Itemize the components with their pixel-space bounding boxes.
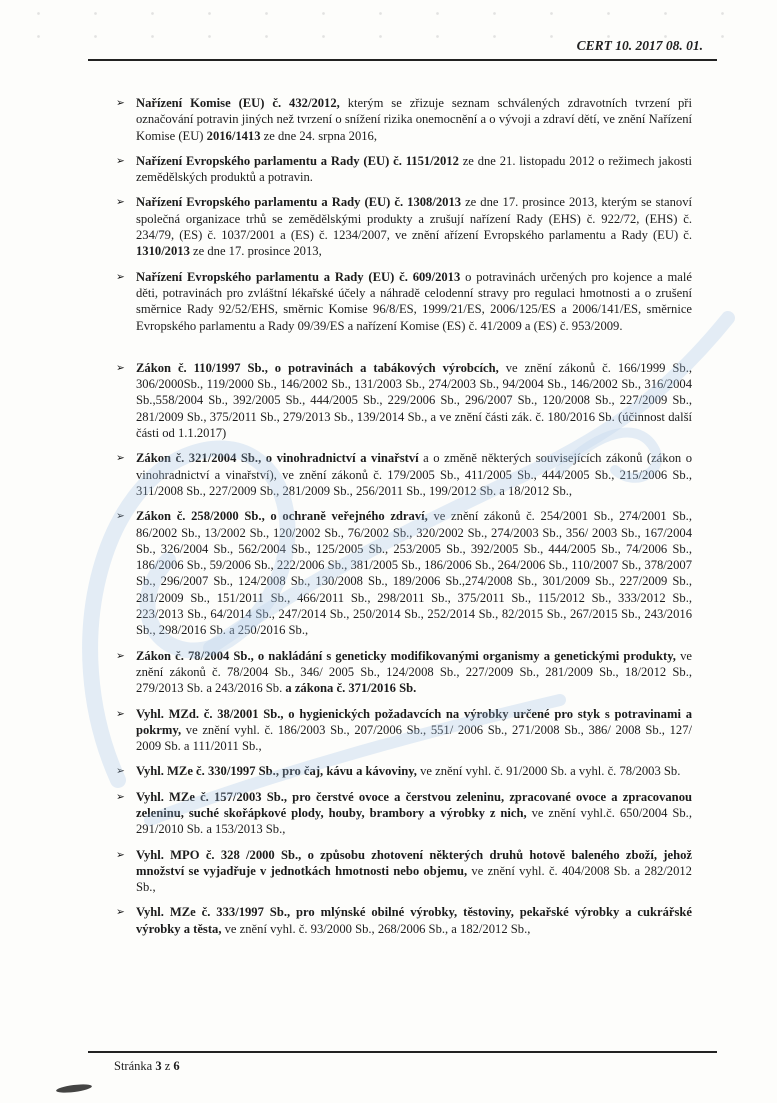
footer-rule <box>88 1051 717 1053</box>
arrow-bullet-icon: ➢ <box>116 510 125 523</box>
list-item <box>100 194 692 259</box>
arrow-bullet-icon: ➢ <box>116 765 125 778</box>
item-text: Vyhl. MZe č. 333/1997 Sb., pro mlýnské obilné výrobky, těstoviny, pekařské výrobky a cukrářské výrobky a těsta, ve znění vyhl. č. 93/2000 Sb., 268/2006 Sb., a 182/2012 Sb., <box>136 905 692 936</box>
item-text: Nařízení Komise (EU) č. 432/2012, kterým se zřizuje seznam schválených zdravotních tvrzení při označování potravin jiných než tvrzení o snížení rizika onemocnění a o vývoji a zdraví dětí, ve znění Nařízení Komise (EU) 2016/1413 ze dne 24. srpna 2016, <box>136 96 692 143</box>
list-item <box>100 360 692 441</box>
arrow-bullet-icon: ➢ <box>116 154 125 167</box>
list-item <box>100 269 692 334</box>
arrow-bullet-icon: ➢ <box>116 270 125 283</box>
list-item <box>100 763 692 779</box>
list-item <box>100 847 692 896</box>
arrow-bullet-icon: ➢ <box>116 361 125 374</box>
arrow-bullet-icon: ➢ <box>116 196 125 209</box>
item-text: Vyhl. MZe č. 157/2003 Sb., pro čerstvé ovoce a čerstvou zeleninu, zpracované ovoce a zpracovanou zeleninu, suché skořápkové plody, houby, brambory a výrobky z nich, ve znění vyhl.č. 650/2004 Sb., 291/2010 Sb. a 153/2013 Sb., <box>136 789 692 837</box>
page-footer <box>88 1051 717 1074</box>
arrow-bullet-icon: ➢ <box>116 906 125 919</box>
arrow-bullet-icon: ➢ <box>116 97 125 109</box>
list-item <box>100 153 692 186</box>
page-number: Stránka 3 z 6 <box>114 1059 180 1073</box>
item-text: Zákon č. 110/1997 Sb., o potravinách a tabákových výrobcích, ve znění zákonů č. 166/1999 Sb., 306/2000Sb., 119/2000 Sb., 146/2002 Sb., 131/2003 Sb., 274/2003 Sb., 94/2004 Sb., 146/2002 Sb., 316/2004 Sb.,558/2004 Sb., 392/2005 Sb., 444/2005 Sb., 229/2006 Sb., 296/2007 Sb., 120/2008 Sb., 227/2009 Sb., 281/2009 Sb., 375/2011 Sb., 279/2013 Sb., 139/2014 Sb., a ve znění části zák. č. 180/2016 Sb. (účinnost další části od 1.1.2017) <box>136 360 692 441</box>
item-text: Vyhl. MZe č. 330/1997 Sb., pro čaj, kávu a kávoviny, ve znění vyhl. č. 91/2000 Sb. a vyhl. č. 78/2003 Sb. <box>136 764 681 779</box>
list-item <box>100 904 692 937</box>
list-item <box>100 508 692 638</box>
page-header <box>88 38 717 61</box>
item-text: Zákon č. 258/2000 Sb., o ochraně veřejného zdraví, ve znění zákonů č. 254/2001 Sb., 274/2001 Sb., 86/2002 Sb., 13/2002 Sb., 120/2002 Sb., 76/2002 Sb., 320/2002 Sb., 274/2003 Sb., 356/ 2003 Sb., 167/2004 Sb., 326/2004 Sb., 562/2004 Sb., 125/2005 Sb., 253/2005 Sb., 392/2005 Sb., 444/2005 Sb., 74/2006 Sb., 186/2006 Sb., 59/2006 Sb., 222/2006 Sb., 381/2005 Sb., 186/2006 Sb., 264/2006 Sb., 110/2007 Sb., 378/2007 Sb., 296/2007 Sb., 124/2008 Sb., 130/2008 Sb., 189/2006 Sb.,274/2008 Sb., 301/2009 Sb., 227/2009 Sb., 281/2009 Sb., 151/2011 Sb., 466/2011 Sb., 298/2011 Sb., 375/2011 Sb., 115/2012 Sb., 333/2012 Sb., 223/2013 Sb., 64/2014 Sb., 247/2014 Sb., 250/2014 Sb., 252/2014 Sb., 82/2015 Sb., 267/2015 Sb., 243/2016 Sb., 298/2016 Sb. a 250/2016 Sb., <box>136 509 692 638</box>
scan-artifact-dots <box>10 2 767 42</box>
document-reference: CERT 10. 2017 08. 01. <box>576 38 703 53</box>
arrow-bullet-icon: ➢ <box>116 707 125 720</box>
list-item <box>100 450 692 499</box>
arrow-bullet-icon: ➢ <box>116 649 125 662</box>
list-item <box>100 648 692 697</box>
scan-smudge <box>56 1083 93 1094</box>
item-text: Vyhl. MPO č. 328 /2000 Sb., o způsobu zhotovení některých druhů hotově baleného zboží, jehož množství se vyjadřuje v jednotkách hmotnosti nebo objemu, ve znění vyhl. č. 404/2008 Sb. a 282/2012 Sb., <box>136 847 692 895</box>
list-item <box>100 789 692 838</box>
regulation-list <box>100 74 692 937</box>
arrow-bullet-icon: ➢ <box>116 790 125 803</box>
item-text: Nařízení Evropského parlamentu a Rady (EU) č. 609/2013 o potravinách určených pro kojence a malé děti, potravinách pro zvláštní lékařské účely a náhradě celodenní stravy pro regulaci hmotnosti a o zrušení směrnice Rady 92/52/EHS, směrnic Komise 96/8/ES, 1999/21/ES, 2006/125/ES a 2006/141/ES, směrnice Evropského parlamentu a Rady 09/39/ES a nařízení Komise (ES) č. 41/2009 a (ES) č. 953/2009. <box>136 269 692 333</box>
item-text: Zákon č. 321/2004 Sb., o vinohradnictví a vinařství a o změně některých souvisejících zákonů (zákon o vinohradnictví a vinařství), ve znění zákonů č. 179/2005 Sb., 411/2005 Sb., 444/2005 Sb., 215/2006 Sb., 311/2008 Sb., 227/2009 Sb., 281/2009 Sb., 256/2011 Sb., 199/2012 Sb. a 18/2012 Sb., <box>136 451 692 498</box>
list-item <box>100 95 692 144</box>
item-text: Nařízení Evropského parlamentu a Rady (EU) č. 1308/2013 ze dne 17. prosince 2013, kterým se stanoví společná organizace trhů se zemědělskými produkty a zrušují nařízení Rady (EHS) č. 922/72, (EHS) č. 234/79, (ES) č. 1037/2001 a (ES) č. 1234/2007, ve znění ařízení Evropského parlamentu a Rady (EU) č. 1310/2013 ze dne 17. prosince 2013, <box>136 195 692 259</box>
item-text: Zákon č. 78/2004 Sb., o nakládání s geneticky modifikovanými organismy a genetickými produkty, ve znění zákonů č. 78/2004 Sb., 346/ 2005 Sb., 124/2008 Sb., 227/2009 Sb., 281/2009 Sb., 18/2012 Sb., 279/2013 Sb. a 243/2016 Sb. a zákona č. 371/2016 Sb. <box>136 648 692 696</box>
arrow-bullet-icon: ➢ <box>116 848 125 861</box>
item-text: Vyhl. MZd. č. 38/2001 Sb., o hygienických požadavcích na výrobky určené pro styk s potravinami a pokrmy, ve znění vyhl. č. 186/2003 Sb., 207/2006 Sb., 551/ 2006 Sb., 271/2008 Sb., 386/ 2008 Sb., 127/ 2009 Sb. a 111/2011 Sb., <box>136 706 692 754</box>
arrow-bullet-icon: ➢ <box>116 452 125 465</box>
list-item <box>100 706 692 755</box>
item-text: Nařízení Evropského parlamentu a Rady (EU) č. 1151/2012 ze dne 21. listopadu 2012 o režimech jakosti zemědělských produktů a potravin. <box>136 153 692 185</box>
